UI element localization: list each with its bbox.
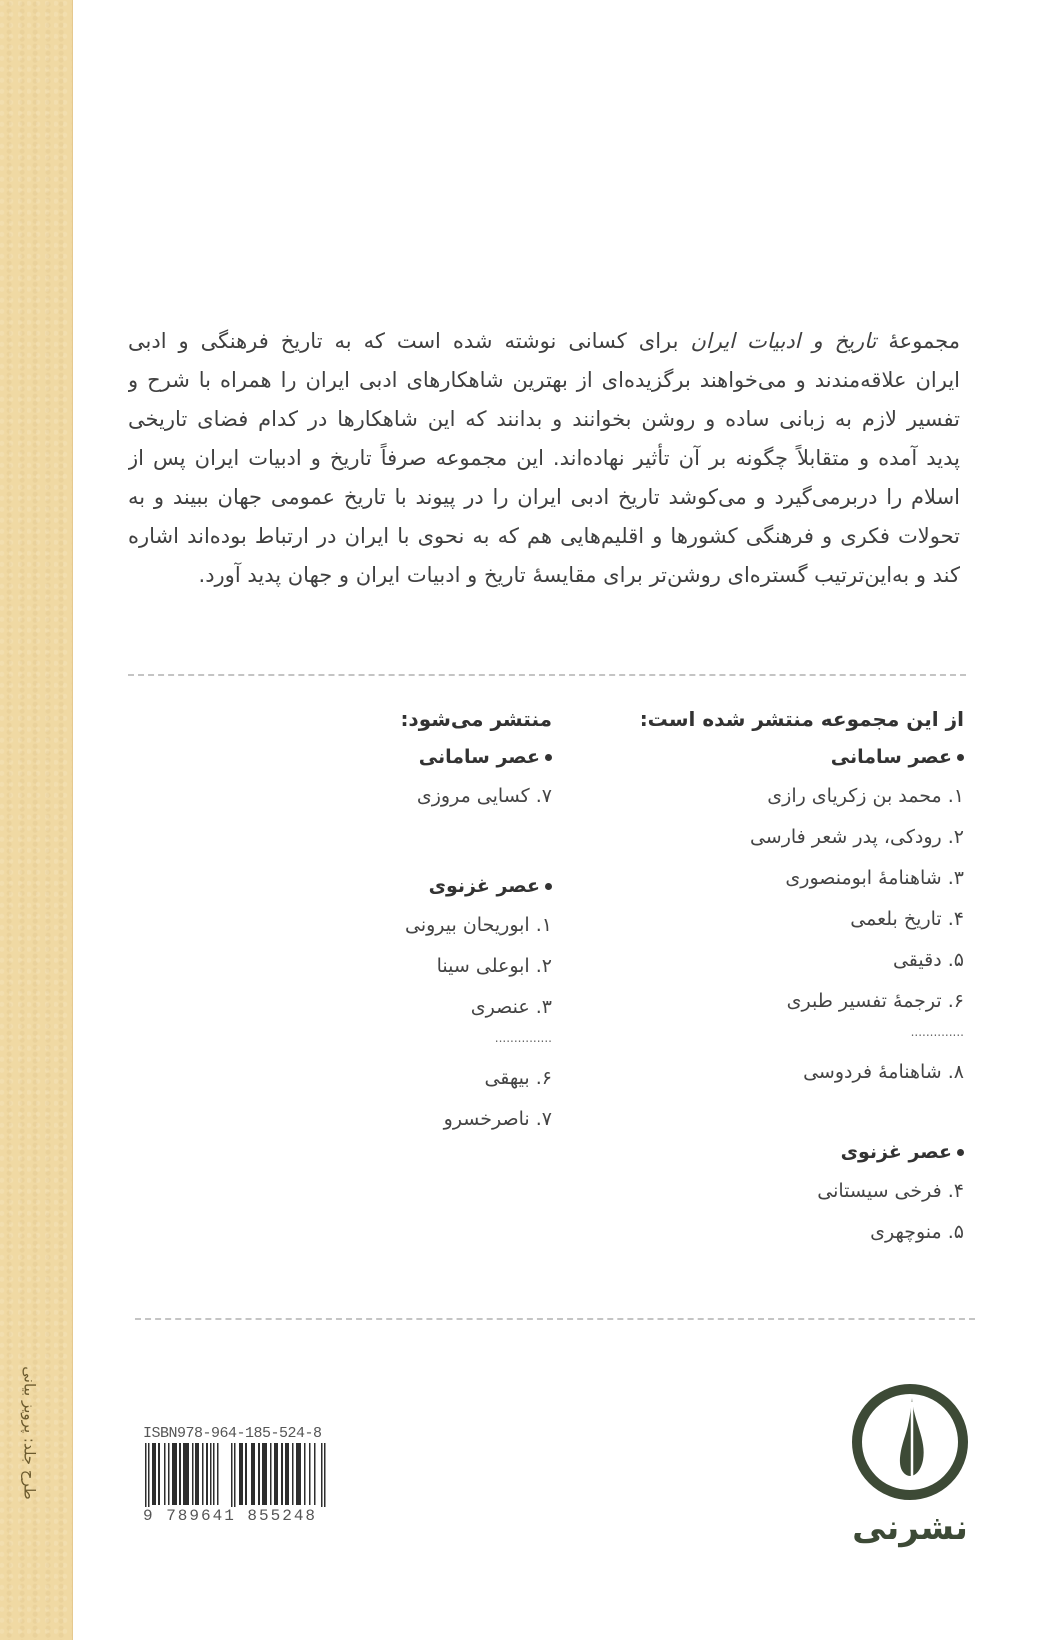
ellipsis-separator: ............... — [494, 1031, 552, 1045]
ellipsis-separator: .............. — [910, 1025, 964, 1039]
forthcoming-heading: منتشر می‌شود: — [400, 707, 552, 731]
list-item: ۶. ترجمهٔ تفسیر طبری — [786, 990, 964, 1012]
cover-design-credit-text: طرح جلد: پرویز بیانی — [21, 1365, 39, 1500]
isbn-barcode — [143, 1425, 327, 1525]
list-item: ۵. دقیقی — [892, 949, 964, 971]
list-item: ۲. ابوعلی سینا — [436, 955, 552, 977]
barcode-bars-icon — [143, 1443, 327, 1513]
forthcoming-era-ghaznavid: عصر غزنوی — [292, 867, 552, 905]
series-description — [128, 322, 960, 595]
published-era-samanid: عصر سامانی — [624, 738, 964, 776]
published-column — [624, 700, 964, 1253]
description-line-2: ایران علاقه‌مندند و می‌خواهند برگزیده‌ای از بهترین شاهکارهای ادبی ایران را همراه با شرح و — [128, 368, 960, 392]
leaf-circle-logo-icon — [845, 1380, 975, 1505]
list-item: ۶. بیهقی — [484, 1067, 552, 1089]
list-item: ۱. ابوریحان بیرونی — [405, 914, 552, 936]
publisher-name: نشرنی — [852, 1508, 968, 1548]
description-line-5: اسلام را دربرمی‌گیرد و می‌کوشد تاریخ ادبی ایران را در پیوند با تاریخ عمومی جهان ببیند و به — [128, 485, 960, 509]
list-item: ۳. شاهنامهٔ ابومنصوری — [785, 867, 964, 889]
spacer — [624, 1093, 964, 1133]
description-line-7: کند و به‌این‌ترتیب گستره‌ای روشن‌تر برای مقایسهٔ تاریخ و ادبیات ایران و جهان پدید آورد. — [198, 563, 960, 587]
list-item: ۷. کسایی مروزی — [416, 785, 552, 807]
forthcoming-column — [292, 700, 552, 1140]
book-spine-strip — [0, 0, 73, 1640]
list-item: ۲. رودکی، پدر شعر فارسی — [749, 826, 964, 848]
bullet-icon — [957, 754, 964, 761]
isbn-label: ISBN978-964-185-524-8 — [143, 1425, 322, 1442]
published-heading: از این مجموعه منتشر شده است: — [639, 707, 964, 731]
description-line-4: پدید آمده و متقابلاً چگونه بر آن تأثیر نهاده‌اند. این مجموعه صرفاً تاریخ و ادبیات ایران پس از — [128, 446, 960, 470]
bullet-icon — [545, 754, 552, 761]
description-line-1: مجموعهٔ تاریخ و ادبیات ایران برای کسانی نوشته شده است که به تاریخ فرهنگی و ادبی — [128, 329, 960, 353]
list-item: ۴. فرخی سیستانی — [817, 1180, 964, 1202]
forthcoming-era-samanid: عصر سامانی — [292, 738, 552, 776]
description-line-3: تفسیر لازم به زبانی ساده و روشن بخوانند و بدانند که این شاهکارها در کدام فضای تاریخی — [128, 407, 960, 431]
isbn-digits: 9 789641 855248 — [143, 1507, 327, 1525]
list-item: ۵. منوچهری — [870, 1221, 964, 1243]
dashed-divider-top — [128, 674, 966, 676]
series-title: تاریخ و ادبیات ایران — [690, 329, 877, 353]
dashed-divider-bottom — [135, 1318, 975, 1320]
bullet-icon — [957, 1149, 964, 1156]
publisher-logo — [845, 1380, 975, 1560]
list-item: ۴. تاریخ بلعمی — [850, 908, 964, 930]
spacer — [292, 817, 552, 867]
bullet-icon — [545, 883, 552, 890]
list-item: ۸. شاهنامهٔ فردوسی — [803, 1061, 964, 1083]
published-era-ghaznavid: عصر غزنوی — [624, 1133, 964, 1171]
cover-design-credit — [10, 1355, 50, 1510]
list-item: ۷. ناصرخسرو — [443, 1108, 552, 1130]
description-line-6: تحولات فکری و فرهنگی کشورها و اقلیم‌هایی هم که به نحوی با ایران در ارتباط بوده‌اند اشاره — [128, 524, 960, 548]
list-item: ۱. محمد بن زکریای رازی — [767, 785, 964, 807]
list-item: ۳. عنصری — [470, 996, 552, 1018]
